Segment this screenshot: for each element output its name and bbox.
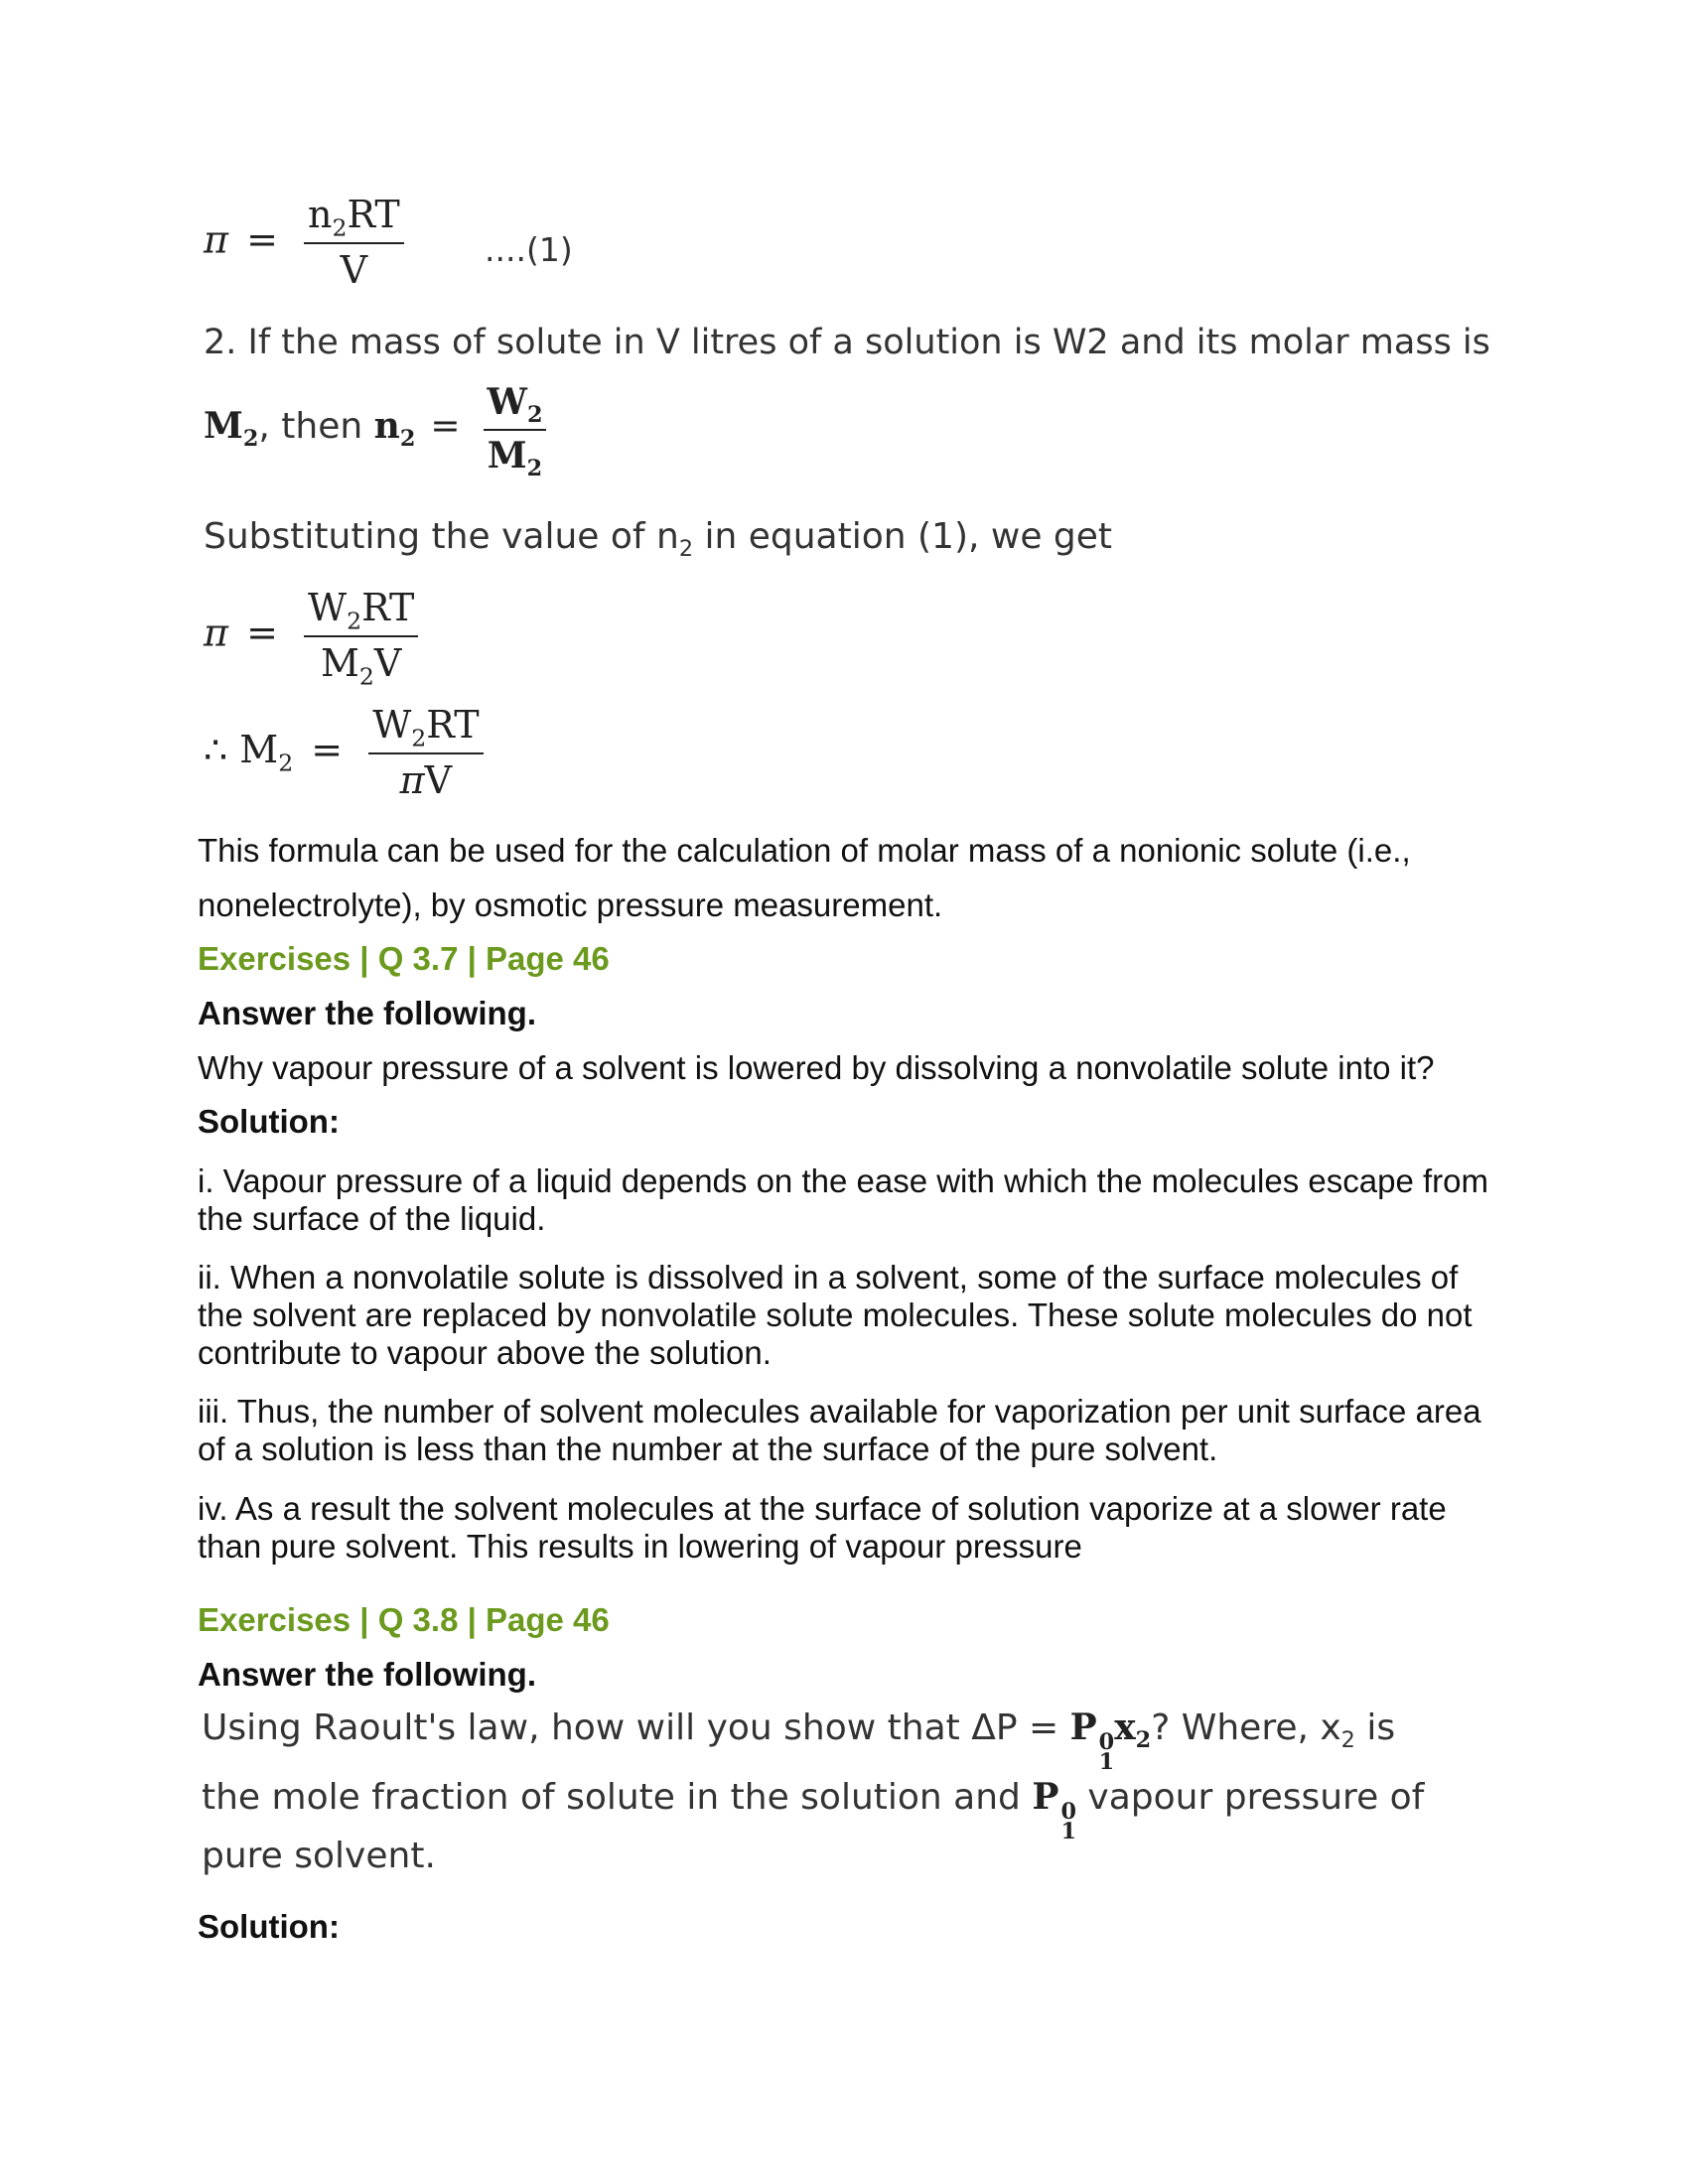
eq3-fraction: $\frac{W_2RT}{\pi V}$ xyxy=(368,705,483,802)
eq2-fraction: $\frac{W_2RT}{M_2V}$ xyxy=(304,588,418,685)
q37-point-2: ii. When a nonvolatile solute is dissolved in a solvent, some of the surface molecules of the solvent are replaced by nonvolatile solute molecules. These solute molecules do not contribute to vapour above the solution. xyxy=(198,1259,1473,1371)
q37-question: Why vapour pressure of a solvent is lowered by dissolving a nonvolatile solute into it? xyxy=(198,1049,1435,1086)
eq1-equals: = xyxy=(246,217,278,262)
q37-point-4: iv. As a result the solvent molecules at the surface of solution vaporize at a slower rate than pure solvent. This results in lowering of vapour pressure xyxy=(198,1490,1447,1565)
q38-question-line-1: Using Raoult's law, how will you show that ΔP = P 0 1 $x_2$? Where, $x_2$ is xyxy=(202,1706,1396,1776)
line-3: $M_2$, then $n_2$ = $\frac{W_2}{M_2}$ xyxy=(204,383,554,476)
q37-instruction: Answer the following. xyxy=(198,995,537,1031)
q38-question-line-3: pure solvent. xyxy=(202,1836,436,1876)
formula-note-line-1: This formula can be used for the calculation of molar mass of a nonionic solute (i.e., xyxy=(198,832,1411,869)
line3-fraction: $\frac{W_2}{M_2}$ xyxy=(484,383,547,476)
q37-point-1: i. Vapour pressure of a liquid depends on the ease with which the molecules escape from the surface of the liquid. xyxy=(198,1162,1488,1237)
line-2-text: 2. If the mass of solute in V litres of a solution is W2 and its molar mass is xyxy=(204,323,1490,362)
q38-solution-label: Solution: xyxy=(198,1908,340,1945)
equation-3: ∴ $M_2$ = $\frac{W_2RT}{\pi V}$ xyxy=(204,705,492,802)
q38-instruction: Answer the following. xyxy=(198,1656,537,1693)
substituting-text: Substituting the value of $n_2$ in equation (1), we get xyxy=(204,516,1113,563)
equation-2: π = $\frac{W_2RT}{M_2V}$ xyxy=(204,588,426,685)
q37-heading: Exercises | Q 3.7 | Page 46 xyxy=(198,940,610,977)
q37-point-3: iii. Thus, the number of solvent molecules available for vaporization per unit surface area of a solution is less than the number at the surface of the pure solvent. xyxy=(198,1393,1481,1467)
q37-solution-label: Solution: xyxy=(198,1103,340,1140)
equation-1 xyxy=(204,195,412,292)
eq1-fraction: $\frac{n_2RT}{V}$ xyxy=(304,195,404,292)
q38-heading: Exercises | Q 3.8 | Page 46 xyxy=(198,1601,610,1638)
q38-question-line-2: the mole fraction of solute in the solution and P 0 1 vapour pressure of xyxy=(202,1776,1425,1845)
eq1-tag: ....(1) xyxy=(485,230,573,269)
formula-note-line-2: nonelectrolyte), by osmotic pressure measurement. xyxy=(198,887,943,923)
eq1-lhs: π xyxy=(204,217,228,262)
